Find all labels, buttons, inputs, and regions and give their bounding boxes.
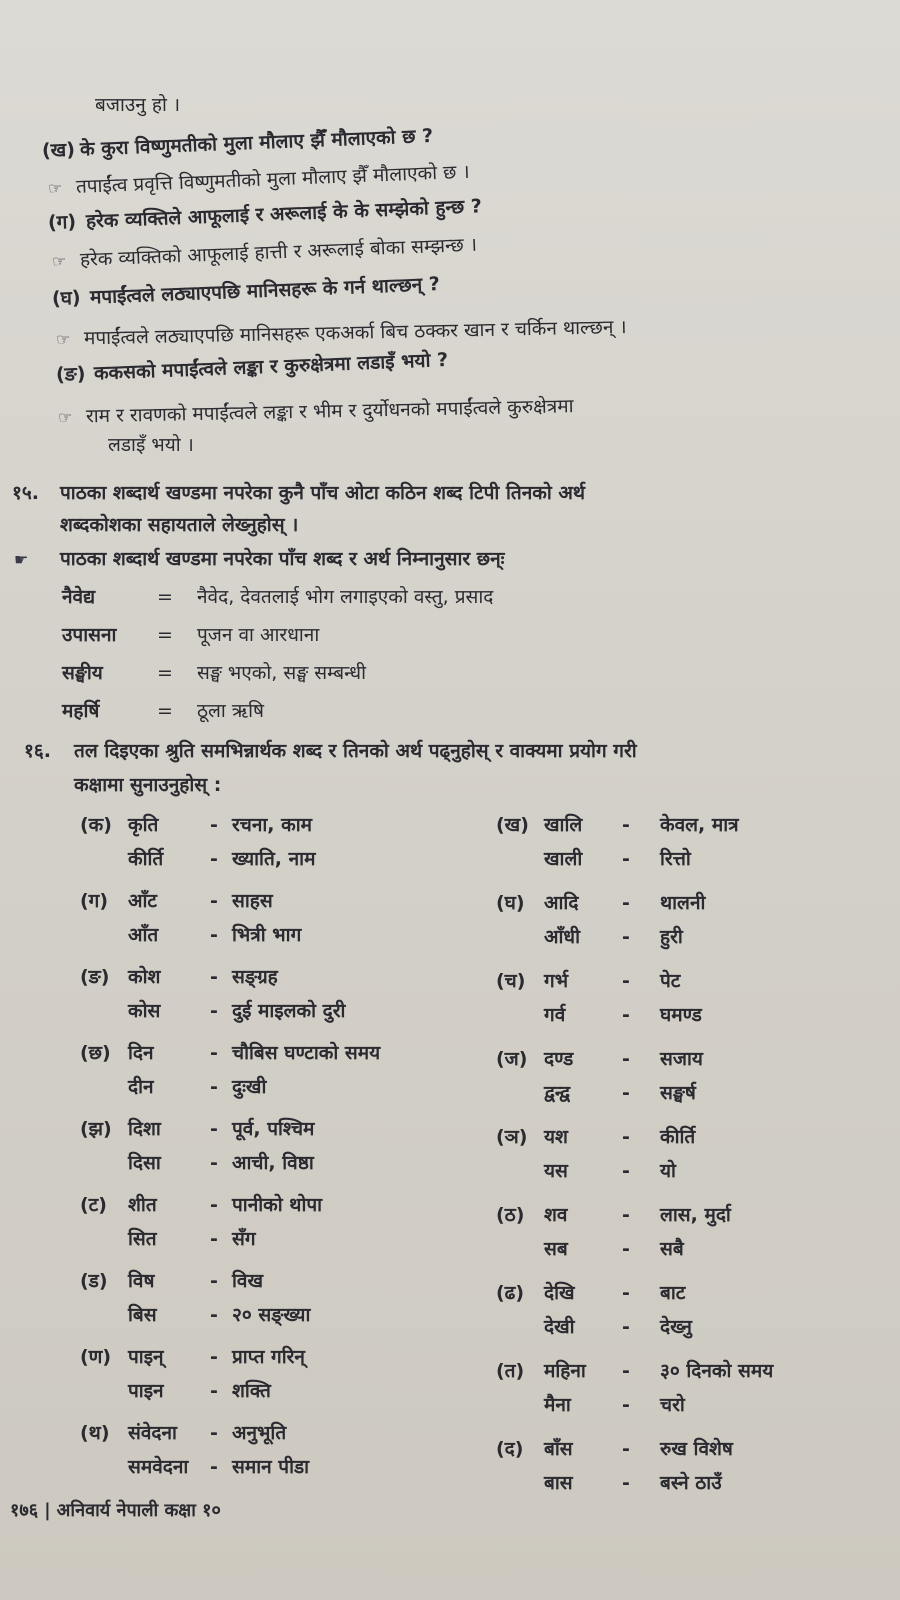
homophone-row xyxy=(80,846,315,872)
pair-label: (घ) xyxy=(496,892,525,914)
definition-word: नैवेद्य xyxy=(62,586,96,608)
pair-word: सित xyxy=(128,1228,157,1250)
pair-dash: - xyxy=(622,892,630,914)
homophone-row xyxy=(80,1344,305,1370)
pair-word: दीन xyxy=(128,1076,154,1098)
homophone-row xyxy=(80,922,301,948)
pair-meaning: चौबिस घण्टाको समय xyxy=(232,1042,381,1064)
pair-dash: - xyxy=(622,1472,630,1494)
pair-label: (थ) xyxy=(80,1422,110,1444)
homophone-row xyxy=(496,924,683,950)
pair-meaning: रित्तो xyxy=(660,848,691,870)
pair-word: शव xyxy=(544,1204,568,1226)
pair-label: (च) xyxy=(496,970,526,992)
pair-meaning: घमण्ड xyxy=(660,1004,702,1026)
pair-word: देखि xyxy=(544,1282,575,1304)
homophone-row xyxy=(80,998,345,1024)
pair-meaning: रचना, काम xyxy=(232,814,313,836)
question-16-line2: कक्षामा सुनाउनुहोस् : xyxy=(74,774,222,796)
pair-dash: - xyxy=(622,1316,630,1338)
pair-word: आँधी xyxy=(544,926,581,948)
pair-word: दिन xyxy=(128,1042,154,1064)
question-label: (ग) xyxy=(47,210,77,234)
pair-dash: - xyxy=(622,1204,630,1226)
answer-ga xyxy=(51,232,477,275)
homophone-row xyxy=(80,1074,266,1100)
pair-word: यश xyxy=(544,1126,568,1148)
pair-word: मैना xyxy=(544,1394,571,1416)
pair-word: यस xyxy=(544,1160,568,1182)
homophone-row xyxy=(80,964,278,990)
pair-word: कोस xyxy=(128,1000,161,1022)
pair-dash: - xyxy=(210,1270,218,1292)
homophone-row xyxy=(80,1378,271,1404)
pair-meaning: दुःखी xyxy=(232,1076,267,1098)
equals-sign: = xyxy=(157,586,173,608)
pair-dash: - xyxy=(210,1194,218,1216)
pair-meaning: भित्री भाग xyxy=(232,924,302,946)
question-label: (ख) xyxy=(41,138,76,162)
pair-dash: - xyxy=(210,1000,218,1022)
pair-meaning: सजाय xyxy=(660,1048,703,1070)
definition-meaning: ठूला ऋषि xyxy=(197,700,264,722)
pair-label: (ग) xyxy=(80,890,109,912)
pair-dash: - xyxy=(210,1042,218,1064)
pair-label: (ढ) xyxy=(496,1282,525,1304)
pair-word: महिना xyxy=(544,1360,586,1382)
pair-word: खाली xyxy=(544,848,583,870)
pair-meaning: सँग xyxy=(232,1228,256,1250)
pair-meaning: विख xyxy=(232,1270,264,1292)
pair-meaning: ख्याति, नाम xyxy=(232,848,316,870)
homophone-row xyxy=(496,1158,676,1184)
pair-meaning: थालनी xyxy=(660,892,706,914)
pair-dash: - xyxy=(210,1380,218,1402)
homophone-row xyxy=(80,1226,256,1252)
pair-word: बाँस xyxy=(544,1438,573,1460)
question-gha xyxy=(52,271,441,312)
question-15-line1 xyxy=(12,480,585,506)
pair-dash: - xyxy=(622,1394,630,1416)
pair-dash: - xyxy=(622,1282,630,1304)
pair-dash: - xyxy=(210,1152,218,1174)
pair-word: शीत xyxy=(128,1194,157,1216)
equals-sign: = xyxy=(157,662,173,684)
definition-word: उपासना xyxy=(62,624,117,646)
question-text: ककसको मपाईंत्वले लङ्का र कुरुक्षेत्रमा लडाइँ भयो ? xyxy=(93,348,449,385)
pointing-hand-icon: ☞ xyxy=(47,178,63,198)
pair-meaning: लास, मुर्दा xyxy=(660,1204,731,1226)
page-number: १७६ xyxy=(10,1500,39,1521)
homophone-row xyxy=(496,1436,733,1462)
homophone-row xyxy=(496,890,705,916)
homophone-row xyxy=(496,1002,702,1028)
pair-word: दिसा xyxy=(128,1152,161,1174)
pair-meaning: अनुभूति xyxy=(232,1422,287,1444)
pair-dash: - xyxy=(622,1238,630,1260)
pair-word: खालि xyxy=(544,814,583,836)
homophone-row xyxy=(80,1420,286,1446)
pair-dash: - xyxy=(622,848,630,870)
pair-word: द्वन्द्व xyxy=(544,1082,571,1104)
pair-dash: - xyxy=(622,1004,630,1026)
pair-word: समवेदना xyxy=(128,1456,189,1478)
homophone-row xyxy=(496,1080,696,1106)
pair-meaning: रुख विशेष xyxy=(660,1438,733,1460)
pair-word: बास xyxy=(544,1472,573,1494)
pair-label: (ख) xyxy=(496,814,529,836)
question-text: मपाईंत्वले लठ्याएपछि मानिसहरू के गर्न थाल्छन् ? xyxy=(89,273,441,309)
question-15-line2: शब्दकोशका सहायताले लेख्नुहोस् । xyxy=(60,514,299,536)
definition-row xyxy=(62,584,493,610)
homophone-row xyxy=(496,968,680,994)
pointing-hand-icon: ☞ xyxy=(55,329,71,349)
pair-meaning: पूर्व, पश्चिम xyxy=(232,1118,315,1140)
homophone-row xyxy=(496,1470,722,1496)
pair-dash: - xyxy=(210,1422,218,1444)
homophone-row xyxy=(80,1040,380,1066)
definition-row xyxy=(62,622,319,648)
pair-meaning: बाट xyxy=(660,1282,686,1304)
homophone-row xyxy=(496,1124,695,1150)
pair-dash: - xyxy=(210,1346,218,1368)
pair-dash: - xyxy=(622,1126,630,1148)
question-label: (घ) xyxy=(51,286,82,310)
pair-word: संवेदना xyxy=(128,1422,177,1444)
homophone-row xyxy=(496,812,739,838)
question-nga xyxy=(56,347,449,388)
page-footer xyxy=(10,1498,221,1522)
pair-dash: - xyxy=(622,1438,630,1460)
pair-label: (ञ) xyxy=(496,1126,528,1148)
pair-dash: - xyxy=(622,1160,630,1182)
definition-meaning: सङ्घ भएको, सङ्घ सम्बन्धी xyxy=(197,662,367,684)
pair-word: कोश xyxy=(128,966,161,988)
pointing-hand-icon: ☞ xyxy=(51,251,67,271)
pair-meaning: सङ्घर्ष xyxy=(660,1082,696,1104)
definition-row xyxy=(62,660,366,686)
pair-meaning: कीर्ति xyxy=(660,1126,696,1148)
equals-sign: = xyxy=(157,624,173,646)
definition-row xyxy=(62,698,264,724)
pair-word: कृति xyxy=(128,814,159,836)
homophone-row xyxy=(496,1358,773,1384)
pair-meaning: पानीको थोपा xyxy=(232,1194,323,1216)
definition-meaning: नैवेद, देवतलाई भोग लगाइएको वस्तु, प्रसाद xyxy=(197,586,494,608)
homophone-row xyxy=(496,1236,684,1262)
answer-text: पाठका शब्दार्थ खण्डमा नपरेका पाँच शब्द र अर्थ निम्नानुसार छन्ः xyxy=(60,548,505,570)
pair-label: (द) xyxy=(496,1438,524,1460)
question-number: १५. xyxy=(12,482,39,504)
pair-dash: - xyxy=(210,1228,218,1250)
pair-meaning: देख्नु xyxy=(660,1316,692,1338)
continuation-text: बजाउनु हो । xyxy=(95,94,181,116)
pair-meaning: केवल, मात्र xyxy=(660,814,739,836)
pointing-hand-icon: ☞ xyxy=(57,407,73,427)
pair-meaning: साहस xyxy=(232,890,273,912)
homophone-row xyxy=(80,1302,310,1328)
answer-nga xyxy=(58,393,574,431)
pair-dash: - xyxy=(210,890,218,912)
pair-label: (ण) xyxy=(80,1346,112,1368)
pair-word: कीर्ति xyxy=(128,848,164,870)
homophone-row xyxy=(80,812,312,838)
question-text: तल दिइएका श्रुति समभिन्नार्थक शब्द र तिनको अर्थ पढ्नुहोस् र वाक्यमा प्रयोग गरी xyxy=(74,740,637,762)
pair-label: (झ) xyxy=(80,1118,112,1140)
question-label: (ङ) xyxy=(55,362,86,386)
pair-meaning: आची, विष्ठा xyxy=(232,1152,314,1174)
pair-label: (क) xyxy=(80,814,112,836)
pair-meaning: हुरी xyxy=(660,926,683,948)
pair-word: पाइन xyxy=(128,1380,164,1402)
pair-meaning: समान पीडा xyxy=(232,1456,310,1478)
pair-meaning: बस्ने ठाउँ xyxy=(660,1472,722,1494)
pair-word: देखी xyxy=(544,1316,575,1338)
answer-text: मपाईंत्वले लठ्याएपछि मानिसहरू एकअर्का बिच ठक्कर खान र चर्किन थाल्छन् । xyxy=(83,316,627,350)
footer-separator: | xyxy=(44,1500,51,1521)
pair-word: गर्व xyxy=(544,1004,566,1026)
pair-word: सब xyxy=(544,1238,568,1260)
answer-text: तपाईंत्व प्रवृत्ति विष्णुमतीको मुला मौलाए झैँ मौलाएको छ । xyxy=(75,160,471,198)
homophone-row xyxy=(496,1280,685,1306)
pair-label: (ड) xyxy=(80,1270,108,1292)
homophone-row xyxy=(80,1116,314,1142)
pair-dash: - xyxy=(622,1082,630,1104)
pair-dash: - xyxy=(622,970,630,992)
pair-word: बिस xyxy=(128,1304,157,1326)
answer-gha xyxy=(56,314,627,353)
pair-meaning: पेट xyxy=(660,970,681,992)
pair-dash: - xyxy=(210,1118,218,1140)
pair-word: दण्ड xyxy=(544,1048,574,1070)
pair-label: (ट) xyxy=(80,1194,107,1216)
book-title: अनिवार्य नेपाली कक्षा १० xyxy=(56,1500,221,1521)
homophone-row xyxy=(80,1192,322,1218)
question-kha xyxy=(42,123,434,164)
question-text: के कुरा विष्णुमतीको मुला मौलाए झैँ मौलाएको छ ? xyxy=(79,124,434,161)
homophone-row xyxy=(496,846,691,872)
pair-dash: - xyxy=(210,966,218,988)
pointing-hand-icon: ☛ xyxy=(14,550,29,569)
definition-word: महर्षि xyxy=(62,700,100,722)
pair-word: पाइन् xyxy=(128,1346,164,1368)
pair-word: विष xyxy=(128,1270,155,1292)
homophone-row xyxy=(80,1454,309,1480)
pair-meaning: सबै xyxy=(660,1238,684,1260)
pair-dash: - xyxy=(210,1076,218,1098)
pair-dash: - xyxy=(622,814,630,836)
homophone-row xyxy=(80,1268,263,1294)
homophone-row xyxy=(80,1150,314,1176)
homophone-row xyxy=(496,1202,731,1228)
pair-word: आँत xyxy=(128,924,159,946)
question-text: पाठका शब्दार्थ खण्डमा नपरेका कुनै पाँच ओटा कठिन शब्द टिपी तिनको अर्थ xyxy=(60,482,586,504)
pair-meaning: दुई माइलको दुरी xyxy=(232,1000,346,1022)
pair-dash: - xyxy=(210,1456,218,1478)
pair-meaning: प्राप्त गरिन् xyxy=(232,1346,305,1368)
pair-label: (त) xyxy=(496,1360,525,1382)
pair-meaning: यो xyxy=(660,1160,676,1182)
pair-label: (छ) xyxy=(80,1042,111,1064)
question-number: १६. xyxy=(24,740,51,762)
pair-label: (ठ) xyxy=(496,1204,525,1226)
pair-word: आँट xyxy=(128,890,157,912)
pair-dash: - xyxy=(210,924,218,946)
pair-meaning: चरो xyxy=(660,1394,685,1416)
answer-text: हरेक व्यक्तिको आफूलाई हात्ती र अरूलाई बोका सम्झन्छ । xyxy=(79,233,478,271)
question-ga xyxy=(48,193,483,236)
pair-meaning: ३० दिनको समय xyxy=(660,1360,774,1382)
pair-word: गर्भ xyxy=(544,970,569,992)
answer-continuation: लडाइँ भयो । xyxy=(108,434,194,456)
pair-dash: - xyxy=(210,1304,218,1326)
question-16-line1 xyxy=(24,738,637,764)
definition-word: सङ्घीय xyxy=(62,662,103,684)
homophone-row xyxy=(80,888,273,914)
pair-meaning: शक्ति xyxy=(232,1380,271,1402)
homophone-row xyxy=(496,1046,703,1072)
pair-label: (ङ) xyxy=(80,966,110,988)
pair-dash: - xyxy=(622,1048,630,1070)
pair-dash: - xyxy=(622,926,630,948)
pair-dash: - xyxy=(622,1360,630,1382)
question-text: हरेक व्यक्तिले आफूलाई र अरूलाई के के सम्झेको हुन्छ ? xyxy=(85,195,483,233)
pair-dash: - xyxy=(210,814,218,836)
answer-text: राम र रावणको मपाईंत्वले लङ्का र भीम र दुर्योधनको मपाईंत्वले कुरुक्षेत्रमा xyxy=(85,395,574,428)
pair-label: (ज) xyxy=(496,1048,528,1070)
pair-dash: - xyxy=(210,848,218,870)
answer-15-intro xyxy=(14,546,505,573)
pair-word: दिशा xyxy=(128,1118,161,1140)
equals-sign: = xyxy=(157,700,173,722)
definition-meaning: पूजन वा आरधाना xyxy=(197,624,320,646)
homophone-row xyxy=(496,1314,692,1340)
pair-meaning: सङ्ग्रह xyxy=(232,966,278,988)
pair-meaning: २० सङ्ख्या xyxy=(232,1304,311,1326)
homophone-row xyxy=(496,1392,685,1418)
pair-word: आदि xyxy=(544,892,579,914)
